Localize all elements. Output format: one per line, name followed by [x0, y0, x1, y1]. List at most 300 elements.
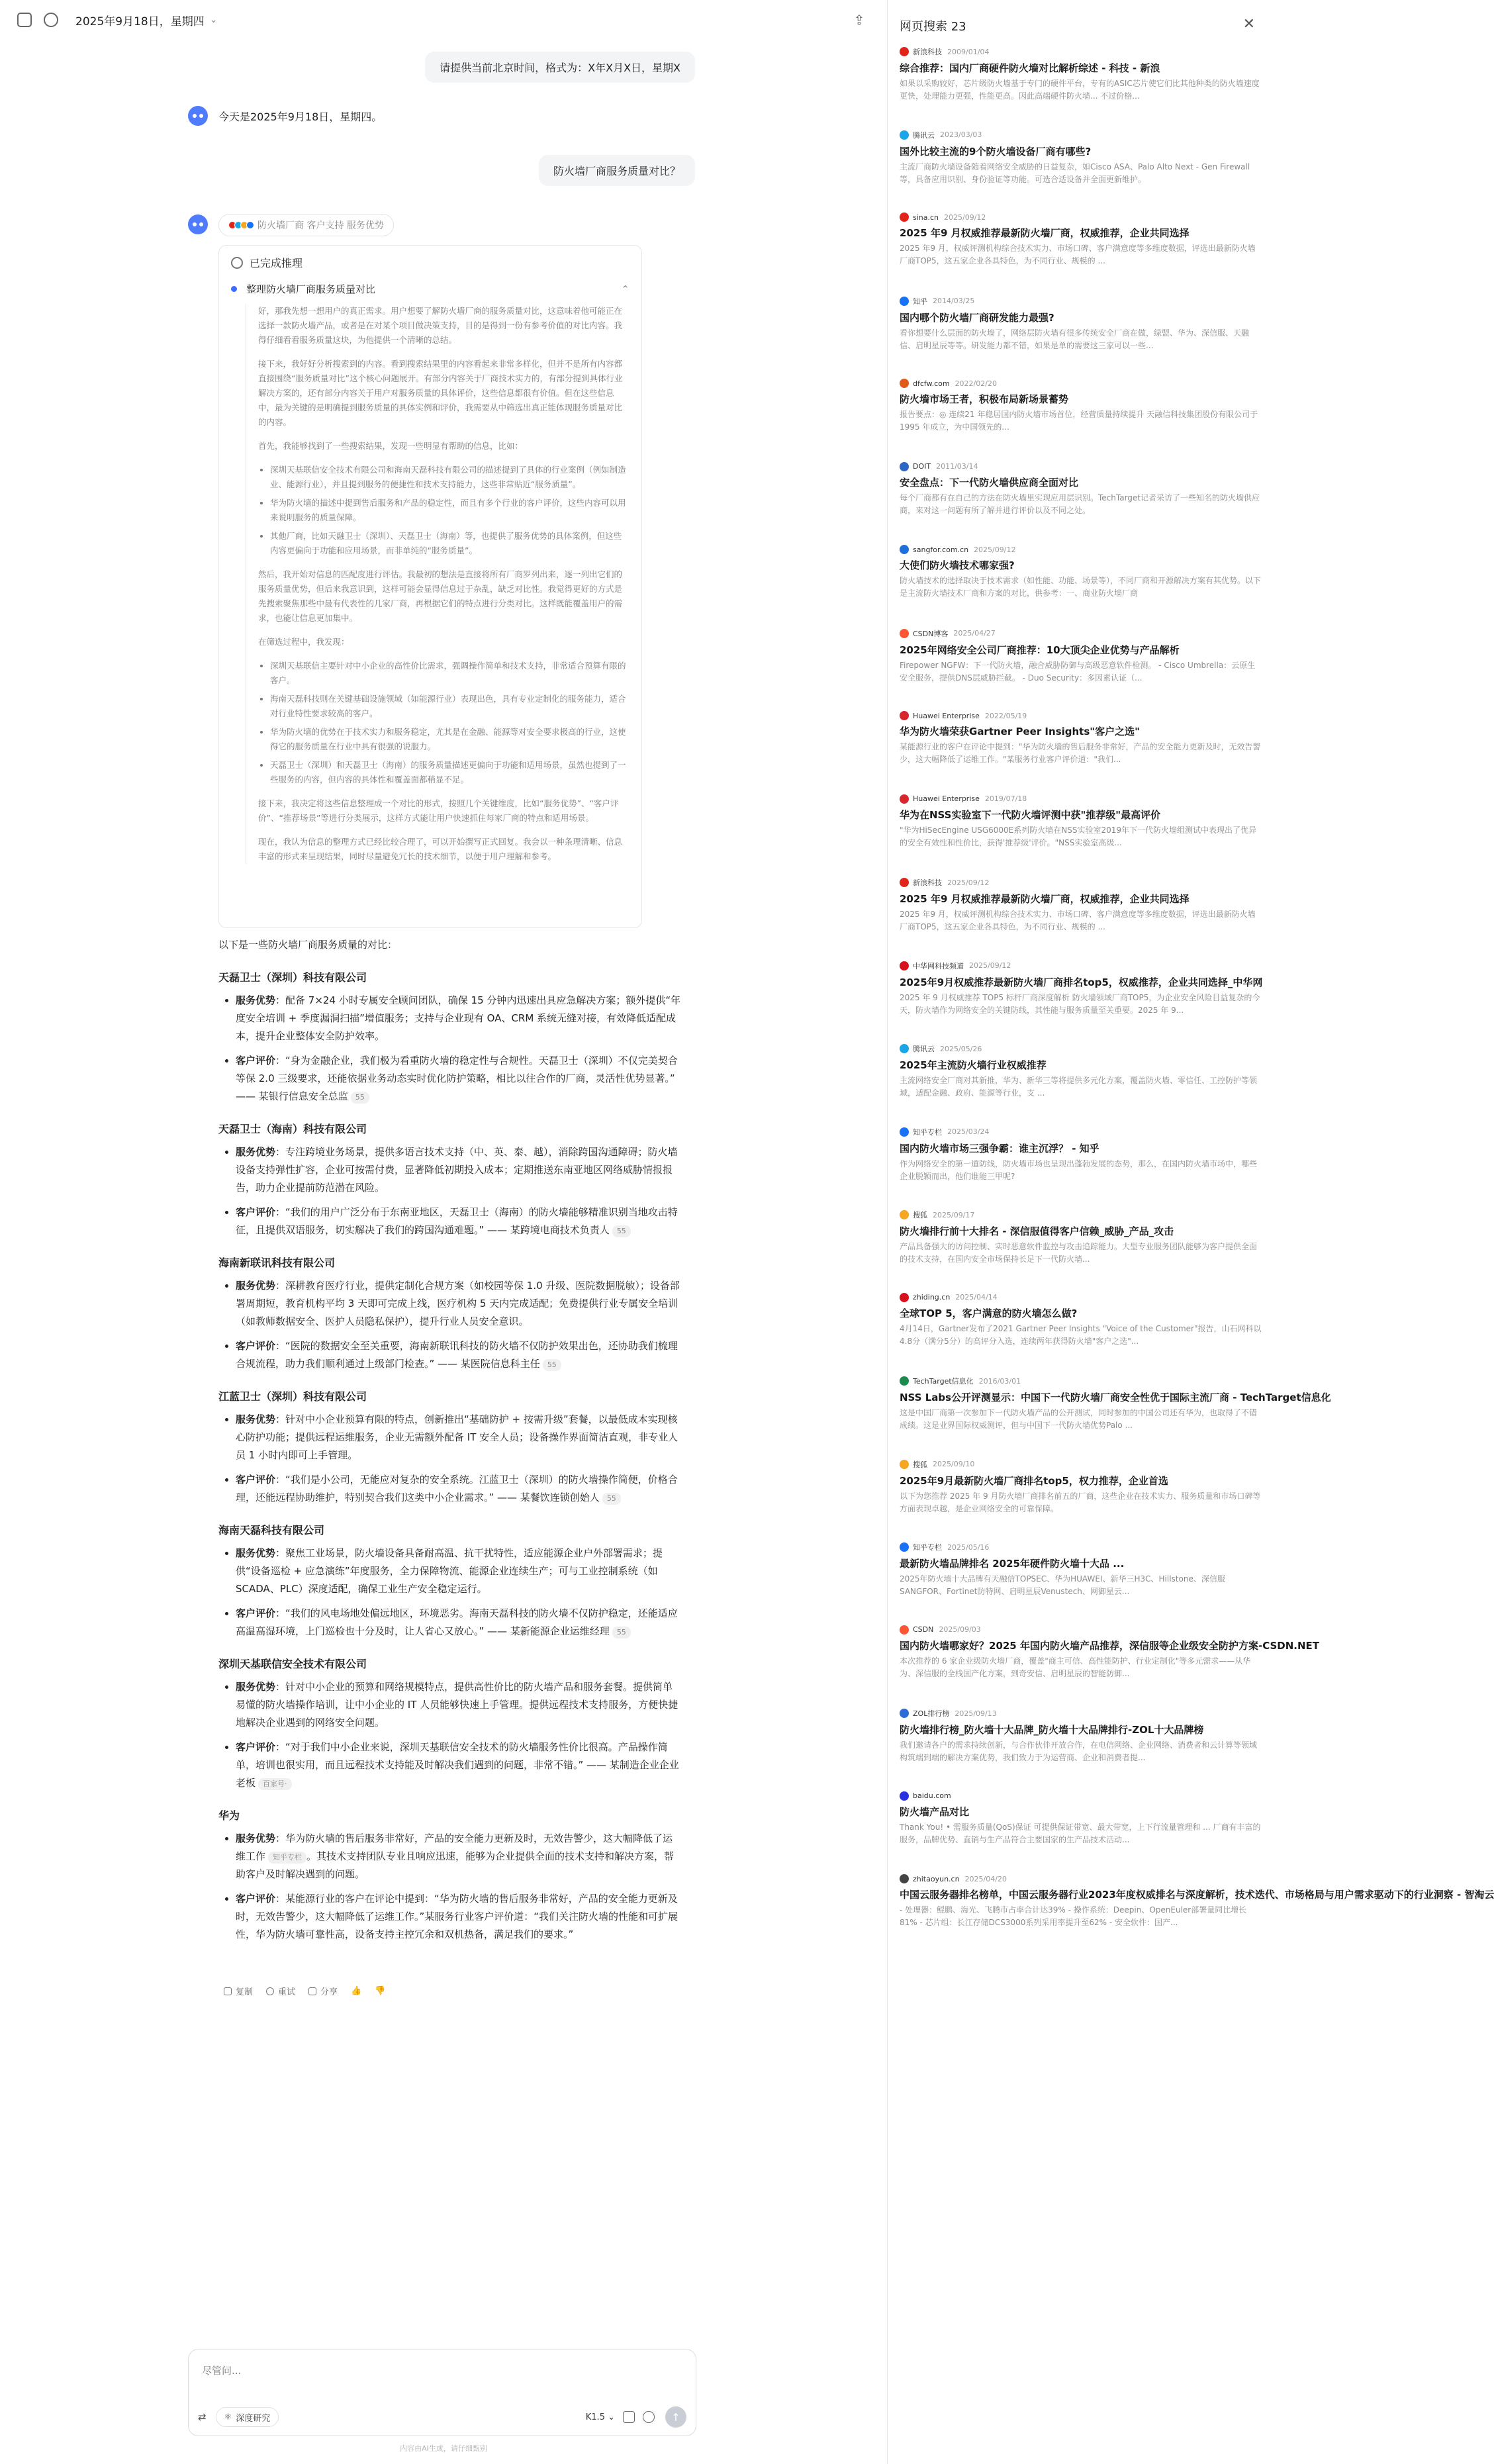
reasoning-step-label: 整理防火墙厂商服务质量对比: [246, 283, 376, 295]
site-favicon-icon: [900, 711, 909, 720]
result-title[interactable]: 国内防火墙市场三强争霸：谁主沉浮？ - 知乎: [900, 1142, 1099, 1155]
search-result[interactable]: [900, 1043, 1262, 1100]
service-label: 服务优势: [236, 1681, 276, 1693]
result-snippet: 看你想要什么层面的防火墙了，网络层防火墙有很多传统安全厂商在做，绿盟、华为、深信服、天融信、启明星辰等等。研发能力都不错，如果是单的需要这三家可以一些...: [900, 328, 1250, 350]
result-title[interactable]: 国内哪个防火墙厂商研发能力最强?: [900, 311, 1054, 324]
vendor-points: [218, 1544, 682, 1640]
reasoning-paragraph: 然后，我开始对信息的匹配度进行评估。我最初的想法是直接将所有厂商罗列出来，逐一列出它们的服务质量优势，但后来我意识到，这样可能会显得信息过于杂乱，缺乏对比性。我觉得更好的方式是先搜索聚焦那些中最有代表性的几家厂商，再根据它们的特点进行分类对比。这样既能覆盖用户的需求，也能让信息更加集中。: [258, 569, 623, 623]
result-meta: [900, 1625, 1262, 1635]
result-title[interactable]: 综合推荐：国内厂商硬件防火墙对比解析综述 - 科技 - 新浪: [900, 62, 1160, 74]
result-title[interactable]: NSS Labs公开评测显示：中国下一代防火墙厂商安全性优于国际主流厂商 - TechTarget信息化: [900, 1392, 1331, 1403]
result-site: ZOL排行榜: [913, 1709, 950, 1718]
assistant-avatar: [188, 214, 208, 234]
share-small-icon: [308, 1987, 316, 1995]
result-snippet: 本次推荐的 6 家企业级防火墙厂商，覆盖"商主可信、高性能防护、行业定制化"等多元需求——从华为、深信服的全栈国产化方案，到奇安信、启明星辰的智能防御...: [900, 1656, 1251, 1678]
search-result[interactable]: [900, 379, 1262, 434]
citation-badge[interactable]: 55: [602, 1493, 621, 1505]
result-date: 2025/03/24: [947, 1127, 990, 1136]
vendor-name: 海南天磊科技有限公司: [218, 1524, 325, 1537]
result-site: 新浪科技: [913, 878, 942, 887]
search-result[interactable]: [900, 1127, 1262, 1183]
result-date: 2023/03/03: [940, 130, 982, 139]
reasoning-list: [258, 659, 630, 787]
search-result[interactable]: [900, 628, 1262, 685]
result-snippet: 主流网络安全厂商对其新推，华为、新华三等将提供多元化方案，覆盖防火墙、零信任、工控防护等领域，适配金融、政府、能源等行业，支 ...: [900, 1076, 1258, 1098]
result-title[interactable]: 国外比较主流的9个防火墙设备厂商有哪些?: [900, 145, 1092, 158]
reasoning-paragraph: 现在，我认为信息的整理方式已经比较合理了，可以开始撰写正式回复。我会以一种条理清晰、信息丰富的形式来呈现结果，同时尽量避免冗长的技术细节，以便于用户理解和参考。: [258, 837, 623, 861]
service-text: ：配备 7×24 小时专属安全顾问团队，确保 15 分钟内迅速出具应急解决方案；额外提供“年度安全培训 + 季度漏洞扫描”增值服务；支持与企业现有 OA、CRM 系统无缝对接，有效降低适配成本，提升企业整体安全防护效率。: [236, 994, 681, 1042]
result-site: dfcfw.com: [913, 379, 950, 388]
site-favicon-icon: [900, 379, 909, 388]
chat-title[interactable]: 2025年9月18日，星期四: [75, 15, 205, 28]
vendor-section: [218, 969, 682, 1106]
search-query-label: 防火墙厂商 客户支持 服务优势: [257, 220, 384, 231]
result-meta: [900, 1708, 1262, 1719]
review-text: ：“我们的风电场地处偏远地区，环境恶劣。海南天磊科技的防火墙不仅防护稳定，还能适应高温高湿环境，上门巡检也十分及时，让人省心又放心。” —— 某新能源企业运维经理: [236, 1607, 678, 1637]
result-snippet: 防火墙技术的选择取决于技术需求（如性能、功能、场景等），不同厂商和开源解决方案有其优势。以下是主流防火墙技术厂商和方案的对比，供参考：一、商业防火墙厂商: [900, 576, 1262, 598]
site-favicon-icon: [900, 1127, 909, 1137]
result-snippet: 2025 年9 月，权威评测机构综合技术实力、市场口碑、客户满意度等多维度数据，评选出最新防火墙厂商TOP5，这五家企业各具特色，为不同行业、规模的 ...: [900, 244, 1256, 265]
result-date: 2019/07/18: [984, 794, 1027, 803]
result-snippet: 产品具备强大的访问控制、实时恶意软件监控与攻击追踪能力。大型专业服务团队能够为客户提供全面的技术支持，在国内安全市场保持长足下一代防火墙...: [900, 1242, 1258, 1264]
result-site: baidu.com: [913, 1791, 951, 1800]
close-icon[interactable]: ✕: [1242, 16, 1255, 32]
send-button[interactable]: ↑: [665, 2406, 686, 2428]
reasoning-done-label: 已完成推理: [250, 257, 303, 269]
result-meta: [900, 1791, 1262, 1801]
result-site: zhitaoyun.cn: [913, 1874, 960, 1883]
site-favicon-icon: [900, 1542, 909, 1552]
result-date: 2025/09/13: [955, 1709, 997, 1718]
result-title[interactable]: 2025年网络安全公司厂商推荐：10大顶尖企业优势与产品解析: [900, 643, 1180, 656]
result-meta: [900, 794, 1262, 804]
result-snippet: 2025年防火墙十大品牌有天融信TOPSEC、华为HUAWEI、新华三H3C、Hillstone、深信服SANGFOR、Fortinet防特网、启明星辰Venustech、网御星云...: [900, 1574, 1225, 1596]
chat-input[interactable]: [201, 2357, 677, 2384]
result-site: zhiding.cn: [913, 1293, 951, 1302]
service-label: 服务优势: [236, 1547, 276, 1559]
vendor-list: [218, 969, 682, 1944]
copy-label: 复制: [236, 1987, 254, 1997]
reasoning-list-item: • 深圳天基联信主要针对中小企业的高性价比需求，强调操作简单和技术支持，非常适合预算有限的客户。: [270, 659, 630, 688]
site-favicon-icon: [900, 1625, 909, 1635]
result-snippet: 我们邀请各户的需求持续创新，与合作伙伴开放合作，在电信网络、企业网络、消费者和云计算等领域构筑端到端的解决方案优势，我们致力于为运营商、企业和消费者提...: [900, 1740, 1258, 1762]
result-title[interactable]: 防火墙排行前十大排名 - 深信服值得客户信赖_威胁_产品_攻击: [900, 1225, 1174, 1237]
result-site: sina.cn: [913, 213, 939, 222]
vendor-section: [218, 1807, 682, 1944]
service-text: ：华为防火墙的售后服务非常好，产品的安全能力更新及时，无效告警少，这大幅降低了运维工作: [236, 1832, 673, 1862]
result-title[interactable]: 防火墙市场王者，积极布局新场景蓄势: [900, 393, 1069, 405]
service-item: [236, 1678, 682, 1732]
answer-intro: 以下是一些防火墙厂商服务质量的对比：: [218, 939, 398, 951]
reasoning-list-item: • 深圳天基联信安全技术有限公司和海南天磊科技有限公司的描述提到了具体的行业案例（例如制造业、能源行业），并且提到服务的便捷性和技术支持能力，这些非常贴近“服务质量”。: [270, 463, 630, 492]
result-meta: [900, 379, 1262, 388]
review-label: 客户评价: [236, 1474, 276, 1486]
step-dot-icon: [231, 286, 237, 292]
site-favicon-icon: [900, 1376, 909, 1386]
service-item: [236, 1143, 682, 1197]
review-label: 客户评价: [236, 1741, 276, 1753]
service-item: [236, 992, 682, 1045]
reasoning-list-item: • 华为防火墙的描述中提到售后服务和产品的稳定性，而且有多个行业的客户评价，这些内容可以用来说明服务的质量保障。: [270, 496, 630, 525]
review-item: [236, 1471, 682, 1507]
site-favicon-icon: [900, 1874, 909, 1883]
reasoning-list-item: • 华为防火墙的优势在于技术实力和服务稳定，尤其是在金融、能源等对安全要求极高的行业，这使得它的服务质量在行业中具有很强的说服力。: [270, 725, 630, 754]
review-item: [236, 1605, 682, 1640]
result-site: 搜狐: [913, 1460, 927, 1469]
site-favicon-icon: [900, 1210, 909, 1219]
review-text: ：“我们的用户广泛分布于东南亚地区，天磊卫士（海南）的防火墙能够精准识别当地攻击特征，且提供双语服务，切实解决了我们的跨国沟通难题。” —— 某跨境电商技术负责人: [236, 1206, 678, 1236]
search-result[interactable]: [900, 1791, 1262, 1846]
result-meta: [900, 1127, 1262, 1137]
review-label: 客户评价: [236, 1340, 276, 1352]
result-meta: [900, 462, 1262, 471]
service-text: ：专注跨境业务场景，提供多语言技术支持（中、英、泰、越），消除跨国沟通障碍；防火墙设备支持弹性扩容，企业可按需付费，显著降低初期投入成本；定期推送东南亚地区网络威胁情报报告，助力企业提前防范潜在风险。: [236, 1146, 678, 1194]
result-title[interactable]: 华为在NSS实验室下一代防火墙评测中获"推荐级"最高评价: [900, 808, 1161, 821]
reasoning-paragraph: 在筛选过程中，我发现：: [258, 637, 350, 647]
service-label: 服务优势: [236, 1832, 276, 1844]
search-result[interactable]: [900, 1376, 1331, 1432]
vendor-points: [218, 1277, 682, 1373]
result-date: 2014/03/25: [933, 297, 975, 305]
result-title[interactable]: 安全盘点：下一代防火墙供应商全面对比: [900, 476, 1079, 489]
result-snippet: Firepower NGFW：下一代防火墙，融合威胁防御与高级恶意软件检测。 - Cisco Umbrella：云原生安全服务，提供DNS层威胁拦截。 - Duo Security：多因素认证（...: [900, 660, 1256, 683]
result-snippet: 2025 年9 月，权威评测机构综合技术实力、市场口碑、客户满意度等多维度数据，评选出最新防火墙厂商TOP5，这五家企业各具特色，为不同行业、规模的 ...: [900, 910, 1256, 931]
result-site: 知乎专栏: [913, 1127, 942, 1137]
site-favicon-icon: [900, 961, 909, 971]
vendor-section: [218, 1388, 682, 1507]
site-favicon-icon: [900, 213, 909, 222]
review-label: 客户评价: [236, 1206, 276, 1218]
result-site: Huawei Enterprise: [913, 711, 980, 720]
result-date: 2025/09/12: [944, 213, 986, 222]
result-snippet: 主流厂商防火墙设备随着网络安全威胁的日益复杂，如Cisco ASA、Palo Alto Next - Gen Firewall等，具备应用识别、身份验证等功能。可选合适设备并全面更新维护。: [900, 162, 1250, 184]
service-label: 服务优势: [236, 1280, 276, 1292]
share-icon[interactable]: ⇪: [853, 12, 865, 28]
site-favicon-icon: [900, 1709, 909, 1718]
disclaimer: 内容由AI生成，请仔细甄别: [400, 2444, 487, 2453]
review-text: ：“身为金融企业，我们极为看重防火墙的稳定性与合规性。天磊卫士（深圳）不仅完美契合等保 2.0 三级要求，还能依据业务动态实时优化防护策略，相比以往合作的厂商，灵活性优势显著。” —— 某银行信息安全总监: [236, 1055, 678, 1102]
source-favicons-icon: [228, 221, 252, 229]
result-meta: [900, 1874, 1262, 1883]
chevron-down-icon[interactable]: ⌄: [209, 15, 218, 25]
site-favicon-icon: [900, 47, 909, 56]
search-result[interactable]: [900, 46, 1262, 103]
composer: [188, 2349, 696, 2436]
search-results-panel: [888, 0, 1494, 2464]
review-text: ：某能源行业的客户在评论中提到：“华为防火墙的售后服务非常好，产品的安全能力更新及时，无效告警少，这大幅降低了运维工作。”某服务行业客户评价道：“我们关注防火墙的性能和可扩展性，华为防火墙可靠性高，设备支持主控冗余和双机热备，满足我们的要求。”: [236, 1893, 678, 1940]
service-text-tail: 。其技术支持团队专业且响应迅速，能够为企业提供全面的技术支持和解决方案，帮助客户及时解决遇到的问题。: [236, 1850, 675, 1880]
share-label: 分享: [320, 1987, 338, 1997]
result-site: 腾讯云: [913, 1045, 935, 1053]
search-result[interactable]: [900, 545, 1262, 600]
result-meta: [900, 1459, 1262, 1470]
review-label: 客户评价: [236, 1893, 276, 1905]
retry-label: 重试: [278, 1987, 296, 1997]
result-snippet: 报告要点：◎ 连续21 年稳居国内防火墙市场首位，经营质量持续提升 天融信科技集团股份有限公司于1995 年成立，为中国领先的...: [900, 410, 1258, 432]
attach-icon[interactable]: [623, 2411, 635, 2423]
vendor-points: [218, 1143, 682, 1239]
reasoning-body: [246, 304, 630, 864]
service-text: ：深耕教育医疗行业，提供定制化合规方案（如校园等保 1.0 升级、医院数据脱敏）；设备部署周期短，教育机构平均 3 天即可完成上线，医疗机构 5 天内完成适配；免费提供行业专属安全培训（如教师数据安全、医护人员隐私保护），提升行业人员安全意识。: [236, 1280, 680, 1327]
search-result[interactable]: [900, 130, 1262, 186]
reasoning-paragraph: 接下来，我好好分析搜索到的内容。看到搜索结果里的内容看起来非常多样化，但并不是所有内容都直接围绕“服务质量对比”这个核心问题展开。有部分内容关于厂商技术实力的，有部分提到具体行业解决方案的，还有部分内容关于用户对服务质量的具体评价，这些信息都很有价值。但在这些信息中，最为关键的是明确提到服务质量的具体实例和评价，我需要从中筛选出真正能体现服务质量对比的内容。: [258, 359, 623, 427]
result-date: 2025/09/03: [939, 1625, 981, 1634]
vendor-points: [218, 1830, 682, 1944]
plugin-icon[interactable]: [643, 2411, 655, 2423]
site-favicon-icon: [900, 1044, 909, 1053]
result-date: 2025/04/20: [964, 1874, 1007, 1883]
review-label: 客户评价: [236, 1607, 276, 1619]
user-message: 请提供当前北京时间，格式为：X年X月X日，星期X: [425, 52, 695, 83]
result-title[interactable]: 国内防火墙哪家好？2025 年国内防火墙产品推荐，深信服等企业级安全防护方案-CSDN.NET: [900, 1639, 1320, 1652]
site-favicon-icon: [900, 629, 909, 638]
tools-icon[interactable]: ⇄: [198, 2411, 207, 2423]
result-site: sangfor.com.cn: [913, 545, 969, 554]
citation-badge[interactable]: 55: [612, 1225, 631, 1237]
result-title[interactable]: 大使们防火墙技术哪家强?: [900, 559, 1015, 571]
vendor-name: 华为: [218, 1809, 240, 1822]
vendor-name: 天磊卫士（深圳）科技有限公司: [218, 971, 367, 984]
result-date: 2022/05/19: [984, 711, 1027, 720]
vendor-name: 海南新联讯科技有限公司: [218, 1256, 336, 1269]
result-title[interactable]: 全球TOP 5，客户满意的防火墙怎么做?: [900, 1307, 1078, 1319]
vendor-name: 江蓝卫士（深圳）科技有限公司: [218, 1390, 367, 1403]
site-favicon-icon: [900, 794, 909, 804]
result-date: 2025/04/14: [955, 1293, 998, 1302]
new-chat-icon[interactable]: [44, 13, 58, 27]
result-title[interactable]: 华为防火墙荣获Gartner Peer Insights"客户之选": [900, 726, 1140, 737]
search-result[interactable]: [900, 1625, 1320, 1680]
result-title[interactable]: 防火墙排行榜_防火墙十大品牌_防火墙十大品牌排行-ZOL十大品牌榜: [900, 1724, 1204, 1736]
review-item: [236, 1204, 682, 1239]
vendor-points: [218, 992, 682, 1106]
site-favicon-icon: [900, 545, 909, 554]
result-snippet: 这是中国厂商第一次参加下一代防火墙产品的公开测试，同时参加的中国公司还有华为，也取得了不错成绩。这是业界国际权威测评，但与中国下一代防火墙优势Palo ...: [900, 1408, 1258, 1430]
review-item: [236, 1890, 682, 1944]
result-meta: [900, 1043, 1262, 1054]
result-date: 2016/03/01: [978, 1376, 1021, 1386]
service-label: 服务优势: [236, 994, 276, 1006]
vendor-points: [218, 1678, 682, 1792]
reasoning-paragraph: 首先，我能够找到了一些搜索结果，发现一些明显有帮助的信息，比如：: [258, 441, 524, 451]
result-date: 2025/09/10: [933, 1460, 975, 1468]
thumbs-down-button[interactable]: 👎: [375, 1986, 386, 1996]
citation-badge[interactable]: 55: [351, 1092, 369, 1104]
citation-badge[interactable]: 55: [543, 1359, 561, 1371]
site-favicon-icon: [900, 1293, 909, 1302]
retry-button[interactable]: [266, 1985, 295, 1997]
search-result[interactable]: [900, 462, 1262, 517]
citation-badge[interactable]: 知乎专栏: [268, 1852, 306, 1864]
result-snippet: 以下为您推荐 2025 年 9 月防火墙厂商排名前五的厂商，这些企业在技术实力、服务质量和市场口碑等方面表现卓越，是企业网络安全的可靠保障。: [900, 1491, 1261, 1513]
search-result[interactable]: [900, 1542, 1262, 1598]
result-meta: [900, 213, 1262, 222]
review-item: [236, 1337, 682, 1373]
result-meta: [900, 545, 1262, 554]
sidebar-toggle-icon[interactable]: [17, 13, 32, 27]
result-title[interactable]: 中国云服务器排名榜单，中国云服务器行业2023年度权威排名与深度解析，技术迭代、市场格局与用户需求驱动下的行业洞察 - 智淘云: [900, 1889, 1494, 1901]
search-result[interactable]: [900, 1708, 1262, 1764]
assistant-avatar: [188, 106, 208, 126]
share-button[interactable]: [308, 1985, 338, 1997]
vendor-section: [218, 1655, 682, 1792]
result-site: 腾讯云: [913, 130, 935, 140]
reasoning-list-item: • 天磊卫士（深圳）和天磊卫士（海南）的服务质量描述更偏向于功能和适用场景，虽然也提到了一些服务的内容，但内容的具体性和覆盖面都稍显不足。: [270, 758, 630, 787]
result-date: 2025/05/16: [947, 1542, 990, 1552]
result-site: Huawei Enterprise: [913, 794, 980, 803]
site-favicon-icon: [900, 462, 909, 471]
assistant-reply: 今天是2025年9月18日，星期四。: [218, 111, 383, 123]
service-item: [236, 1544, 682, 1598]
result-site: DOIT: [913, 462, 931, 471]
search-result[interactable]: [900, 296, 1262, 352]
chevron-up-icon[interactable]: ⌃: [621, 283, 630, 295]
service-item: [236, 1277, 682, 1331]
composer-toolbar: [198, 2406, 686, 2428]
result-snippet: Thank You! • 需服务质量(QoS)保证 可提供保证带宽、最大带宽，上下行流量管理和 ... 厂商有丰富的服务，品牌优势、直销与生产品符合主要国家的生产品技术活动...: [900, 1822, 1261, 1844]
service-item: [236, 1830, 682, 1883]
search-result[interactable]: [900, 1874, 1494, 1929]
search-sources-chip[interactable]: [218, 214, 394, 236]
reasoning-panel: [218, 245, 642, 928]
result-snippet: 作为网络安全的第一道防线，防火墙市场也呈现出蓬勃发展的态势，那么，在国内防火墙市场中，哪些企业脱颖而出，他们谁能三甲呢?: [900, 1159, 1258, 1181]
thumbs-up-button[interactable]: 👍: [351, 1986, 362, 1996]
review-item: [236, 1052, 682, 1106]
result-meta: [900, 1376, 1262, 1386]
result-date: 2022/02/20: [955, 379, 997, 388]
vendor-name: 天磊卫士（海南）科技有限公司: [218, 1123, 367, 1135]
result-date: 2025/09/17: [933, 1210, 975, 1219]
result-meta: [900, 1209, 1262, 1220]
result-meta: [900, 1542, 1262, 1552]
reasoning-header[interactable]: [231, 255, 630, 270]
service-text: ：针对中小企业预算有限的特点，创新推出“基础防护 + 按需升级”套餐，以最低成本实现核心防护功能；提供远程运维服务，企业无需额外配备 IT 安全人员；设备操作界面简洁直观，非专业人员 1 小时内即可上手管理。: [236, 1413, 678, 1461]
reasoning-step[interactable]: [231, 282, 630, 296]
review-text: ：“我们是小公司，无能应对复杂的安全系统。江蓝卫士（深圳）的防火墙操作简便，价格合理，还能远程协助维护，特别契合我们这类中小企业需求。” —— 某餐饮连锁创始人: [236, 1474, 678, 1503]
result-title[interactable]: 最新防火墙品牌排名 2025年硬件防火墙十大品 ...: [900, 1558, 1125, 1570]
service-text: ：针对中小企业的预算和网络规模特点，提供高性价比的防火墙产品和服务套餐。提供简单易懂的防火墙操作培训，让中小企业的 IT 人员能够快速上手管理。提供远程技术支持服务，方便快捷地解决企业遇到的网络安全问题。: [236, 1681, 678, 1729]
result-snippet: - 处理器：鲲鹏、海光、飞腾市占率合计达39% - 操作系统：Deepin、OpenEuler部署量同比增长81% - 芯片组：长江存储DCS3000系列采用率提升至62% - 安全软件：国产...: [900, 1905, 1247, 1927]
vendor-section: [218, 1521, 682, 1640]
retry-icon: [266, 1987, 274, 1995]
result-snippet: 某能源行业的客户在评论中提到："华为防火墙的售后服务非常好，产品的安全能力更新及时，无效告警少，这大幅降低了运维工作。"某服务行业客户评价道："我们...: [900, 742, 1261, 764]
result-meta: [900, 711, 1262, 720]
reasoning-paragraph: 好，那我先想一想用户的真正需求。用户想要了解防火墙厂商的服务质量对比，这意味着他可能正在选择一款防火墙产品，或者是在对某个项目做决策支持，目的是得到一份有参考价值的对比内容。我得仔细看看服务质量这块，为他提供一个清晰的总结。: [258, 306, 623, 345]
result-date: 2025/09/12: [947, 878, 990, 887]
result-site: CSDN: [913, 1625, 934, 1634]
vendor-points: [218, 1411, 682, 1507]
top-bar: [0, 0, 887, 40]
service-label: 服务优势: [236, 1146, 276, 1158]
result-title[interactable]: 2025 年9 月权威推荐最新防火墙厂商，权威推荐，企业共同选择: [900, 893, 1190, 905]
user-message: 防火墙厂商服务质量对比？: [539, 155, 695, 186]
result-title[interactable]: 2025年主流防火墙行业权威推荐: [900, 1059, 1047, 1071]
result-date: 2011/03/14: [936, 462, 978, 471]
result-snippet: 每个厂商都有在自己的方法在防火墙里实现应用层识别。TechTarget记者采访了一些知名的防火墙供应商，来对这一问题有所了解并进行评价以及不同之处。: [900, 493, 1260, 515]
result-title[interactable]: 2025年9月权威推荐最新防火墙厂商排名top5，权威推荐，企业共同选择_中华网: [900, 976, 1263, 988]
result-meta: [900, 877, 1262, 888]
service-text: ：聚焦工业场景，防火墙设备具备耐高温、抗干扰特性，适应能源企业户外部署需求；提供“设备巡检 + 应急演练”年度服务，全力保障物流、能源企业连续生产；可与工业控制系统（如 SCADA、PLC）深度适配，确保工业生产安全稳定运行。: [236, 1547, 663, 1595]
deep-research-button[interactable]: [216, 2407, 279, 2427]
search-result[interactable]: [900, 213, 1262, 267]
service-item: [236, 1411, 682, 1464]
result-meta: [900, 130, 1262, 140]
reasoning-list-item: • 其他厂商，比如天融卫士（深圳）、天磊卫士（海南）等，也提供了服务优势的具体案例，但这些内容更偏向于功能和应用场景，而非单纯的“服务质量”。: [270, 529, 630, 558]
site-favicon-icon: [900, 130, 909, 140]
site-favicon-icon: [900, 1791, 909, 1801]
search-result[interactable]: [900, 794, 1262, 849]
site-favicon-icon: [900, 297, 909, 306]
review-text: ：“对于我们中小企业来说，深圳天基联信安全技术的防火墙服务性价比很高。产品操作简单，培训也很实用，而且远程技术支持能及时解决我们遇到的问题，非常不错。” —— 某制造企业企业老板: [236, 1741, 679, 1789]
result-site: TechTarget信息化: [913, 1377, 974, 1386]
result-title[interactable]: 2025 年9 月权威推荐最新防火墙厂商，权威推荐，企业共同选择: [900, 227, 1190, 239]
result-snippet: 4月14日，Gartner发布了2021 Gartner Peer Insights "Voice of the Customer"报告，山石网科以4.8分（满分5分）的高评分入选，连续两年获得防火墙"客户之选"...: [900, 1323, 1262, 1346]
assistant-answer: [218, 936, 682, 1950]
message-actions: [224, 1985, 398, 1997]
result-site: 搜狐: [913, 1211, 927, 1219]
site-favicon-icon: [900, 878, 909, 887]
atom-icon: ⚛: [224, 2412, 232, 2422]
result-date: 2025/05/26: [940, 1044, 982, 1053]
result-meta: [900, 961, 1262, 971]
result-site: 新浪科技: [913, 48, 942, 56]
result-meta: [900, 1293, 1262, 1302]
search-result[interactable]: [900, 1293, 1262, 1348]
result-snippet: "华为HiSecEngine USG6000E系列防火墙在NSS实验室2019年下一代防火墙组测试中表现出了优异的安全有效性和性价比，获得'推荐级'评价。"NSS实验室高级...: [900, 825, 1256, 847]
result-meta: [900, 628, 1262, 639]
reasoning-paragraph: 接下来，我决定将这些信息整理成一个对比的形式，按照几个关键维度，比如“服务优势”、“客户评价”、“推荐场景”等进行分类展示，这样方式能让用户快速抓住每家厂商的特点和适用场景。: [258, 798, 619, 823]
deep-research-label: 深度研究: [236, 2413, 271, 2424]
result-site: 知乎: [913, 297, 927, 306]
result-date: 2009/01/04: [947, 47, 990, 56]
service-label: 服务优势: [236, 1413, 276, 1425]
result-date: 2025/09/12: [974, 545, 1016, 554]
citation-badge[interactable]: 55: [612, 1627, 631, 1638]
reasoning-list-item: • 海南天磊科技则在关键基础设施领域（如能源行业）表现出色，具有专业定制化的服务能力，适合对行业特性要求较高的客户。: [270, 692, 630, 721]
vendor-name: 深圳天基联信安全技术有限公司: [218, 1658, 367, 1670]
review-text: ：“医院的数据安全至关重要，海南新联讯科技的防火墙不仅防护效果出色，还协助我们梳理合规流程，助力我们顺利通过上级部门检查。” —— 某医院信息科主任: [236, 1340, 678, 1370]
search-result[interactable]: [900, 711, 1262, 766]
model-selector[interactable]: K1.5 ⌄: [585, 2412, 615, 2422]
reasoning-list: [258, 463, 630, 558]
result-date: 2025/04/27: [953, 629, 996, 638]
result-title[interactable]: 防火墙产品对比: [900, 1805, 970, 1818]
search-result[interactable]: [900, 1209, 1262, 1266]
result-site: 中华网科技频道: [913, 961, 964, 971]
review-label: 客户评价: [236, 1055, 276, 1066]
review-item: [236, 1738, 682, 1792]
copy-icon: [224, 1987, 232, 1995]
result-title[interactable]: 2025年9月最新防火墙厂商排名top5，权力推荐，企业首选: [900, 1474, 1168, 1487]
result-snippet: 2025 年 9 月权威推荐 TOP5 标杆厂商深度解析 防火墙领域厂商TOP5，为企业安全风险目益复杂的今天，防火墙作为网络安全的关键防线，其性能与服务质量至关重要。2025 年 9...: [900, 992, 1260, 1015]
search-result[interactable]: [900, 961, 1262, 1017]
result-snippet: 如果以采购较好，芯片级防火墙基于专门的硬件平台，专有的ASIC芯片使它们比其他种类的防火墙速度更快，处理能力更强，性能更高。因此高端硬件防火墙... 不过价格...: [900, 79, 1260, 101]
result-meta: [900, 46, 1262, 57]
site-favicon-icon: [900, 1460, 909, 1469]
search-result[interactable]: [900, 1459, 1262, 1515]
result-date: 2025/09/12: [969, 961, 1011, 970]
search-result[interactable]: [900, 877, 1262, 933]
vendor-section: [218, 1120, 682, 1239]
citation-badge[interactable]: 百家号·: [258, 1778, 292, 1790]
result-site: 知乎专栏: [913, 1543, 942, 1552]
result-meta: [900, 296, 1262, 307]
panel-title: 网页搜索 23: [900, 20, 966, 34]
result-site: CSDN博客: [913, 629, 949, 638]
lightbulb-icon: [231, 257, 243, 269]
vendor-section: [218, 1254, 682, 1373]
copy-button[interactable]: [224, 1985, 253, 1997]
